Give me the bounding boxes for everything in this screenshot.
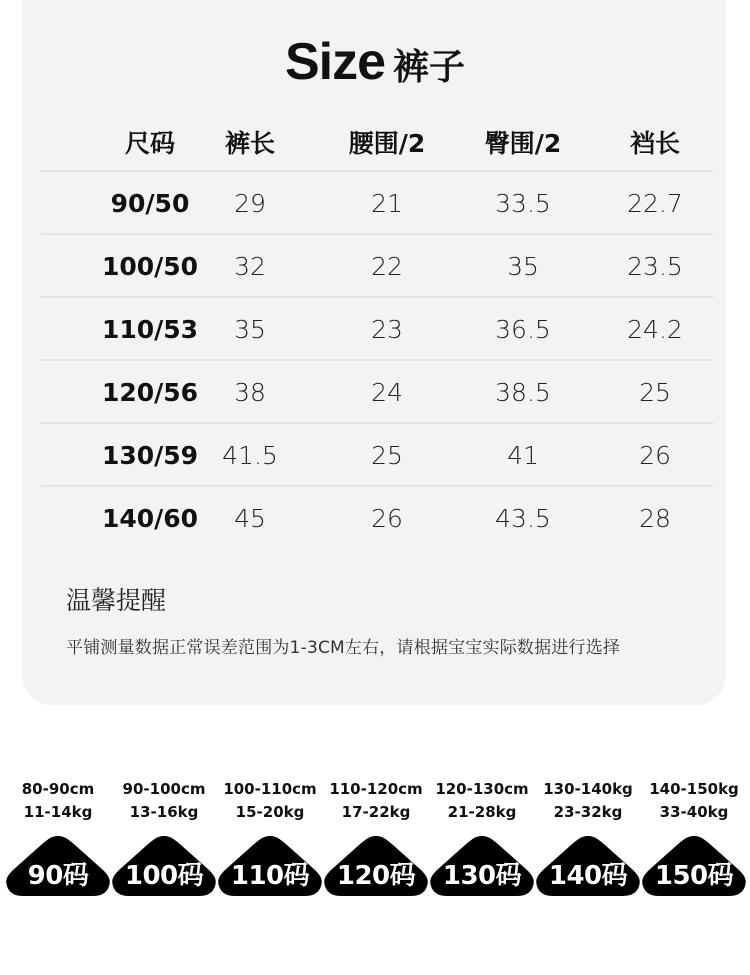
cell-waist: 24 (371, 378, 403, 407)
cell-length: 38 (234, 378, 266, 407)
header-rise: 裆长 (629, 129, 680, 158)
badge-weight: 11-14kg (23, 803, 93, 821)
tip-text: 平铺测量数据正常误差范围为1-3CM左右，请根据宝宝实际数据进行选择 (66, 638, 621, 658)
badge-label: 130码 (442, 861, 522, 891)
size-badge (323, 778, 429, 898)
badge-shape (217, 834, 323, 898)
table-header-row (40, 112, 714, 172)
badge-weight: 21-28kg (447, 803, 517, 821)
badge-height: 130-140kg (543, 780, 633, 798)
cell-hip: 36.5 (495, 315, 551, 344)
header-hip: 臀围/2 (484, 129, 562, 158)
table-row (40, 172, 714, 235)
badge-label: 120码 (336, 861, 416, 891)
badge-label: 150码 (654, 861, 734, 891)
cell-size: 120/56 (101, 378, 199, 407)
badge-height: 140-150kg (649, 780, 739, 798)
cell-waist: 21 (371, 189, 403, 218)
badge-height: 110-120cm (329, 780, 423, 798)
size-badge (429, 778, 535, 898)
size-badge (641, 778, 747, 898)
cell-waist: 22 (371, 252, 403, 281)
table-row (40, 487, 714, 550)
cell-size: 100/50 (101, 252, 199, 281)
cell-length: 45 (234, 504, 266, 533)
size-badges (0, 778, 750, 918)
cell-hip: 43.5 (495, 504, 551, 533)
table-row (40, 298, 714, 361)
cell-rise: 26 (639, 441, 671, 470)
badge-height: 100-110cm (223, 780, 317, 798)
table-row (40, 235, 714, 298)
badge-label: 100码 (124, 861, 204, 891)
badge-height: 120-130cm (435, 780, 529, 798)
header-length: 裤长 (224, 129, 275, 158)
badge-weight: 33-40kg (659, 803, 729, 821)
size-badge (5, 778, 111, 898)
badge-weight: 13-16kg (129, 803, 199, 821)
table-row (40, 361, 714, 424)
header-size: 尺码 (124, 129, 175, 158)
size-badge (111, 778, 217, 898)
badge-shape (323, 834, 429, 898)
cell-rise: 22.7 (627, 189, 683, 218)
cell-size: 110/53 (101, 315, 199, 344)
cell-length: 41.5 (222, 441, 278, 470)
cell-rise: 24.2 (627, 315, 683, 344)
badge-label: 90码 (27, 861, 89, 891)
cell-hip: 35 (507, 252, 539, 281)
title-english: Size (284, 33, 386, 91)
badge-weight: 15-20kg (235, 803, 305, 821)
badge-shape (429, 834, 535, 898)
badge-shape (5, 834, 111, 898)
cell-hip: 33.5 (495, 189, 551, 218)
badge-weight: 23-32kg (553, 803, 623, 821)
cell-length: 35 (234, 315, 266, 344)
badge-label: 110码 (230, 861, 310, 891)
cell-waist: 23 (371, 315, 403, 344)
cell-length: 29 (234, 189, 266, 218)
cell-length: 32 (234, 252, 266, 281)
cell-hip: 41 (507, 441, 539, 470)
cell-rise: 23.5 (627, 252, 683, 281)
cell-waist: 26 (371, 504, 403, 533)
cell-rise: 28 (639, 504, 671, 533)
badge-weight: 17-22kg (341, 803, 411, 821)
cell-waist: 25 (371, 441, 403, 470)
size-badge (217, 778, 323, 898)
cell-size: 140/60 (101, 504, 199, 533)
table-row (40, 424, 714, 487)
header-waist: 腰围/2 (348, 129, 426, 158)
badge-shape (111, 834, 217, 898)
title-chinese: 裤子 (393, 47, 466, 88)
badge-shape (535, 834, 641, 898)
page-title (0, 32, 750, 92)
cell-hip: 38.5 (495, 378, 551, 407)
badge-shape (641, 834, 747, 898)
cell-rise: 25 (639, 378, 671, 407)
size-badge (535, 778, 641, 898)
cell-size: 130/59 (101, 441, 199, 470)
badge-height: 80-90cm (21, 780, 95, 798)
badge-label: 140码 (548, 861, 628, 891)
size-table (40, 112, 714, 550)
cell-size: 90/50 (110, 189, 190, 218)
tip-title: 温馨提醒 (66, 586, 167, 615)
badge-height: 90-100cm (122, 780, 206, 798)
